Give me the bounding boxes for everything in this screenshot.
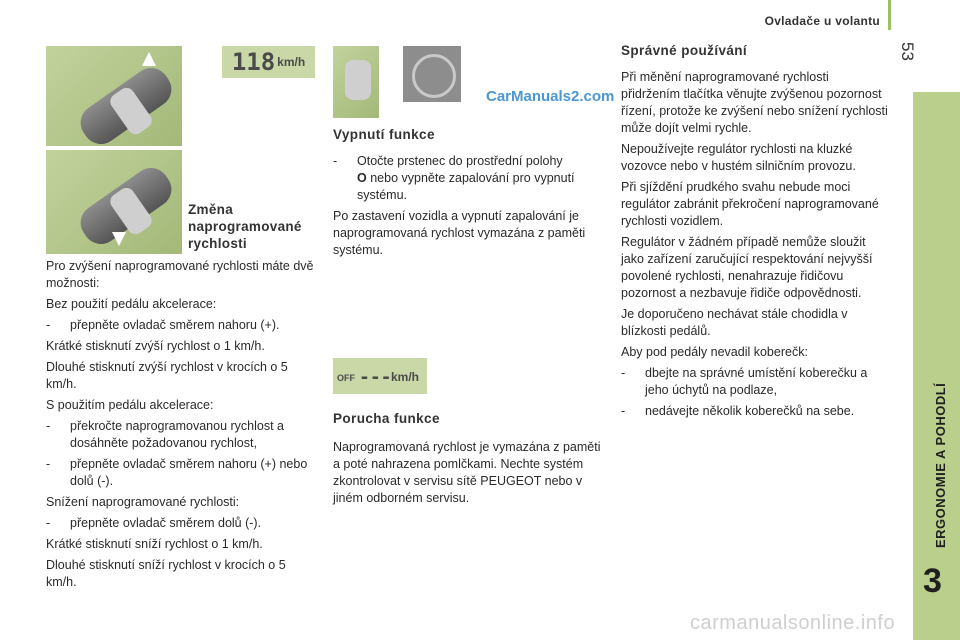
lever-down-illustration — [46, 150, 182, 254]
paragraph: Krátké stisknutí zvýší rychlost o 1 km/h. — [46, 339, 265, 353]
list-item: - přepněte ovladač směrem nahoru (+). — [46, 318, 280, 332]
arrow-down-icon — [112, 232, 126, 246]
speedometer-icon — [412, 54, 456, 98]
lever-up-illustration — [46, 46, 182, 146]
watermark-footer: carmanualsonline.info — [690, 612, 896, 634]
speed-value: 118 — [231, 48, 276, 76]
paragraph: Je doporučeno nechávat stále chodidla v blízkosti pedálů. — [621, 307, 848, 338]
list-item: - dbejte na správné umístění koberečku a jeho úchytů na podlaze, — [621, 366, 868, 397]
paragraph: Při měnění naprogramované rychlosti přidržením tlačítka věnujte zvýšenou pozornost řízení, protože ke zvýšení nebo snížení rychlosti může dojít velmi rychle. — [621, 70, 888, 135]
paragraph: Pro zvýšení naprogramované rychlosti máte dvě možnosti: — [46, 259, 314, 290]
lever-ring — [345, 60, 371, 100]
header-accent-line — [888, 0, 891, 30]
off-dashes: --- — [359, 367, 392, 388]
watermark-logo: CarManuals2.com — [486, 88, 615, 105]
column-1-text — [46, 258, 314, 595]
paragraph: S použitím pedálu akcelerace: — [46, 398, 214, 412]
paragraph: Nepoužívejte regulátor rychlosti na kluzké vozovce nebo v hustém silničním provozu. — [621, 142, 856, 173]
list-item: - nedávejte několik koberečků na sebe. — [621, 404, 855, 418]
speed-unit: km/h — [277, 55, 306, 69]
heading-line: Změna — [188, 202, 234, 217]
list-item: - přepněte ovladač směrem dolů (-). — [46, 516, 262, 530]
paragraph: Po zastavení vozidla a vypnutí zapalování je naprogramovaná rychlost vymazána z paměti systému. — [333, 209, 586, 257]
paragraph: Regulátor v žádném případě nemůže sloužit jako zařízení zaručující respektování nejvyšší povolené rychlosti, nenahrazuje řidičovu pozornost a nezbavuje řidiče odpovědnosti. — [621, 235, 873, 300]
column-2-bottom — [333, 410, 601, 511]
section-header: Ovladače u volantu — [764, 14, 880, 28]
paragraph: Krátké stisknutí sníží rychlost o 1 km/h. — [46, 537, 263, 551]
chapter-sidebar — [913, 92, 960, 640]
list-item: - Otočte prstenec do prostřední polohy O nebo vypněte zapalování pro vypnutí systému. — [333, 154, 575, 202]
heading-line: naprogramované — [188, 219, 302, 234]
chapter-number: 3 — [923, 562, 942, 600]
chapter-title: ERGONOMIE A POHODLÍ — [933, 382, 948, 548]
heading-fault: Porucha funkce — [333, 411, 440, 426]
paragraph: Aby pod pedály nevadil koberečk: — [621, 345, 808, 359]
off-label: OFF — [337, 373, 355, 383]
column-3-text — [621, 42, 891, 424]
list-item: - překročte naprogramovanou rychlost a dosáhněte požadovanou rychlost, — [46, 419, 285, 450]
paragraph: Při sjíždění prudkého svahu nebude moci regulátor zabránit překročení naprogramované rychlosti vozidlem. — [621, 180, 879, 228]
heading-correct-use: Správné používání — [621, 43, 748, 58]
cruise-control-icon-box — [403, 46, 461, 102]
paragraph: Snížení naprogramované rychlosti: — [46, 495, 240, 509]
paragraph: Dlouhé stisknutí sníží rychlost v krocích o 5 km/h. — [46, 558, 286, 589]
page-number: 53 — [898, 42, 917, 61]
paragraph: Dlouhé stisknutí zvýší rychlost v krocích o 5 km/h. — [46, 360, 288, 391]
paragraph: Bez použití pedálu akcelerace: — [46, 297, 217, 311]
column-2-top — [333, 126, 601, 263]
lever-ring-illustration — [333, 46, 379, 118]
arrow-up-icon — [142, 52, 156, 66]
list-item: - přepněte ovladač směrem nahoru (+) nebo dolů (-). — [46, 457, 308, 488]
off-unit: km/h — [391, 370, 420, 384]
speed-display — [222, 46, 315, 78]
heading-speed-change — [188, 201, 302, 252]
heading-line: rychlosti — [188, 236, 247, 251]
off-display — [333, 358, 427, 394]
paragraph: Naprogramovaná rychlost je vymazána z paměti a poté nahrazena pomlčkami. Nechte systém zkontrolovat v servisu sítě PEUGEOT nebo v jiném odborném servisu. — [333, 440, 601, 505]
heading-disable: Vypnutí funkce — [333, 127, 435, 142]
